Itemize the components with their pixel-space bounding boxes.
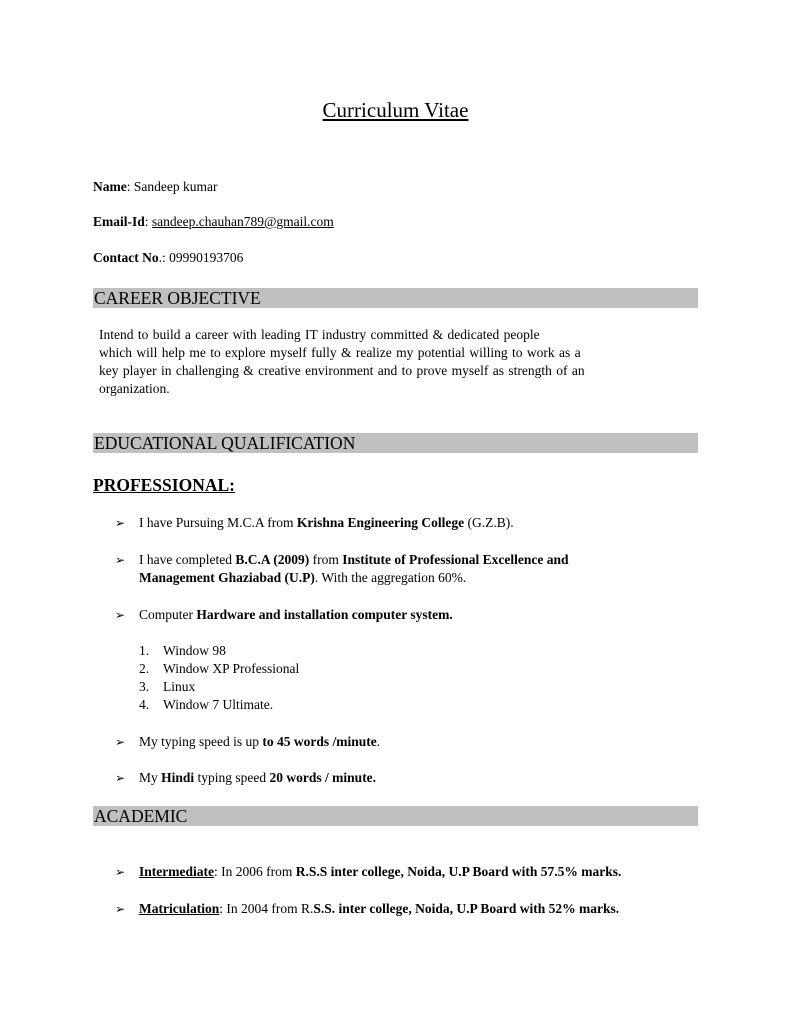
list-item: [115, 901, 139, 917]
email-link[interactable]: sandeep.chauhan789@gmail.com: [151, 214, 334, 229]
os-list-item: 2. Window XP Professional: [139, 661, 300, 676]
os-list-item: 1. Window 98: [139, 643, 226, 658]
bca-item-text: I have completed B.C.A (2009) from Institute of Professional Excellence and: [139, 552, 569, 567]
arrow-bullet-icon: ➢: [115, 608, 126, 622]
name-label: Name: [93, 179, 127, 194]
arrow-bullet-icon: ➢: [115, 865, 126, 879]
career-objective-heading-text: CAREER OBJECTIVE: [94, 288, 261, 308]
academic-heading-text: ACADEMIC: [94, 806, 188, 826]
objective-line: which will help me to explore myself fully & realize my potential willing to work as a: [99, 345, 581, 360]
contact-field: [93, 250, 243, 266]
email-field: [93, 214, 334, 230]
list-item: [115, 515, 139, 531]
hindi-typing-item-text: My Hindi typing speed 20 words / minute.: [139, 770, 377, 785]
list-item: [115, 552, 139, 568]
career-objective-heading: [93, 288, 698, 308]
name-field: [93, 179, 217, 195]
arrow-bullet-icon: ➢: [115, 553, 126, 567]
typing-speed-item-text: My typing speed is up to 45 words /minute.: [139, 734, 381, 749]
objective-line: key player in challenging & creative environment and to prove myself as strength of an: [99, 363, 585, 378]
bca-item-text-line2: Management Ghaziabad (U.P). With the aggregation 60%.: [139, 570, 467, 585]
hardware-item-text: Computer Hardware and installation computer system.: [139, 607, 453, 622]
academic-heading: [93, 806, 698, 826]
contact-value: .: 09990193706: [158, 250, 244, 265]
list-item: [115, 734, 139, 750]
os-list-item: 3. Linux: [139, 679, 196, 694]
email-separator: :: [144, 214, 152, 229]
mca-item-text: I have Pursuing M.C.A from Krishna Engineering College (G.Z.B).: [139, 515, 514, 530]
professional-heading: PROFESSIONAL:: [93, 475, 235, 495]
matriculation-item-text: Matriculation: In 2004 from R.S.S. inter college, Noida, U.P Board with 52% marks.: [139, 901, 620, 916]
list-item: [115, 770, 139, 786]
list-item: [115, 607, 139, 623]
contact-label: Contact No: [93, 250, 159, 265]
page-title: Curriculum Vitae: [322, 98, 469, 122]
email-label: Email-Id: [93, 214, 145, 229]
objective-line: Intend to build a career with leading IT industry committed & dedicated people: [99, 327, 540, 342]
career-objective-text: [99, 326, 679, 398]
arrow-bullet-icon: ➢: [115, 735, 126, 749]
education-heading: [93, 433, 698, 453]
arrow-bullet-icon: ➢: [115, 771, 126, 785]
objective-line: organization.: [99, 381, 170, 396]
name-value: : Sandeep kumar: [126, 179, 218, 194]
list-item: [115, 864, 139, 880]
os-list-item: 4. Window 7 Ultimate.: [139, 697, 274, 712]
education-heading-text: EDUCATIONAL QUALIFICATION: [94, 433, 356, 453]
arrow-bullet-icon: ➢: [115, 902, 126, 916]
arrow-bullet-icon: ➢: [115, 516, 126, 530]
intermediate-item-text: Intermediate: In 2006 from R.S.S inter college, Noida, U.P Board with 57.5% marks.: [139, 864, 622, 879]
